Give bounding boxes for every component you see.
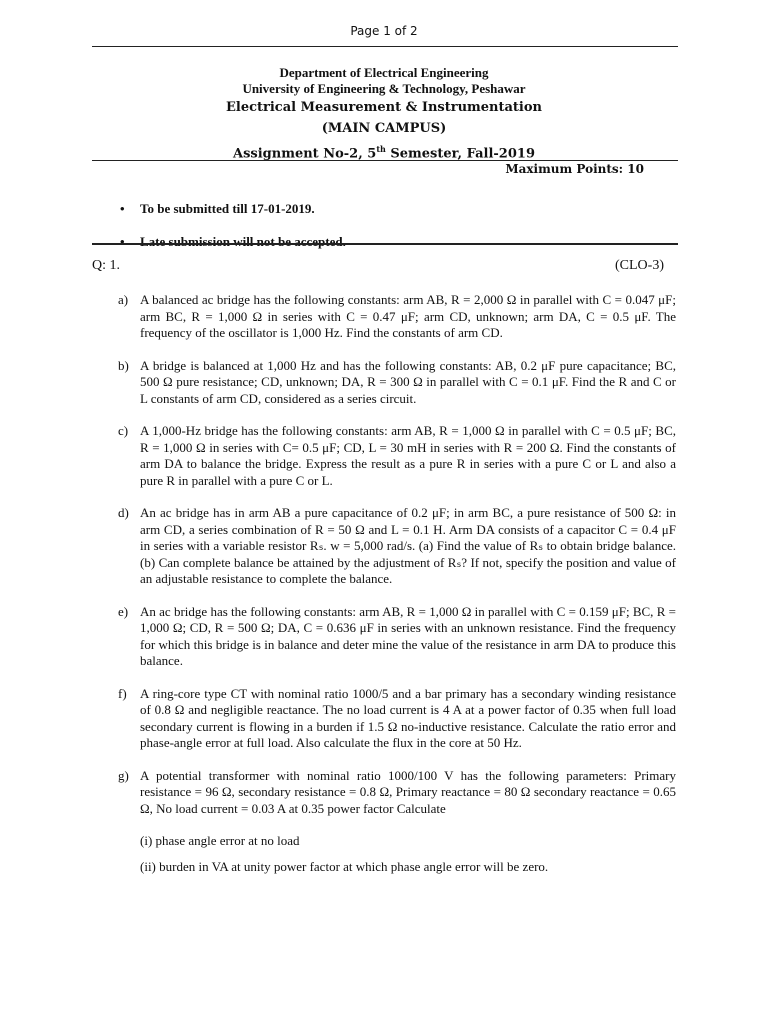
question-part — [118, 292, 676, 342]
question-part — [118, 423, 676, 489]
instruction-item — [120, 225, 680, 258]
sub-question: (ii) burden in VA at unity power factor at which phase angle error will be zero. — [140, 859, 549, 874]
max-points: Maximum Points: 10 — [505, 162, 644, 176]
clo-label: (CLO-3) — [615, 258, 664, 273]
document-header — [0, 65, 768, 164]
course-title: Electrical Measurement & Instrumentation — [225, 100, 542, 115]
part-letter: b) — [118, 357, 129, 373]
header-rule — [92, 160, 678, 161]
sub-question: (i) phase angle error at no load — [140, 833, 300, 848]
question-part — [118, 686, 676, 752]
part-text: A ring-core type CT with nominal ratio 1000/5 and a bar primary has a secondary winding resistance of 0.8 Ω and negligible reactance. The no load current is 4 A at a power factor of 0.35 when full load secondary current is flowing in a burden if 1.5 Ω no-inductive resistance. Calculate the ratio error and phase-angle error at full load. Also calculate the flux in the core at 50 Hz. — [140, 685, 676, 750]
part-text: A potential transformer with nominal ratio 1000/100 V has the following parameters: Primary resistance = 96 Ω, secondary resistance = 0.8 Ω, Primary reactance = 80 Ω secondary reactance = 0.65 Ω, No load current = 0.03 A at 0.35 power factor Calculate — [140, 767, 676, 816]
question-label: Q: 1. — [92, 258, 120, 273]
part-text: An ac bridge has in arm AB a pure capacitance of 0.2 μF; in arm BC, a pure resistance of 500 Ω: in arm CD, a series combination of R = 50 Ω and L = 0.1 H. Arm DA consists of a capacitor C = 0.4 μF in series with a variable resistor Rₛ. w = 5,000 rad/s. (a) Find the value of Rₛ to obtain bridge balance. (b) Can complete balance be attained by the adjustment of Rₛ? If not, specify the position and value of an adjustable resistance to complete the balance. — [140, 505, 676, 586]
part-text: A balanced ac bridge has the following constants: arm AB, R = 2,000 Ω in parallel with C = 0.047 μF; arm BC, R = 1,000 Ω in series with C = 0.47 μF; arm CD, unknown; arm DA, C = 0.5 μF. The frequency of the oscillator is 1,000 Hz. Find the constants of arm CD. — [140, 292, 676, 340]
campus-label: (MAIN CAMPUS) — [321, 121, 447, 136]
page-number: Page 1 of 2 — [350, 24, 418, 38]
instruction-text: Late submission will not be accepted. — [140, 233, 346, 249]
instruction-text: To be submitted till 17-01-2019. — [140, 200, 315, 216]
part-letter: a) — [118, 292, 129, 307]
question-heading — [92, 258, 664, 274]
department-name: Department of Electrical Engineering — [279, 65, 489, 80]
part-text: An ac bridge has the following constants: arm AB, R = 1,000 Ω in parallel with C = 0.159 μF; BC, R = 1,000 Ω; CD, R = 500 Ω; DA, C = 0.636 μF in series with an unknown resistance. Find the frequency for which this bridge is in balance and deter mine the value of the resistance in arm DA to produce this balance. — [140, 603, 676, 668]
assignment-sup: th — [376, 144, 386, 154]
part-text: A 1,000-Hz bridge has the following constants: arm AB, R = 1,000 Ω in parallel with C = 0.5 μF; BC, R = 1,000 Ω in series with C= 0.5 μF; CD, L = 30 mH in series with R = 200 Ω. Find the constants of arm DA to balance the bridge. Express the result as a pure R in series with a pure C or L and also a pure R in parallel with a pure C or L. — [140, 423, 676, 488]
question-part — [118, 358, 676, 408]
assignment-suffix: Semester, Fall-2019 — [385, 146, 535, 162]
question-part — [118, 505, 676, 588]
question-parts — [118, 292, 676, 875]
assignment-prefix: Assignment No-2, 5 — [233, 146, 377, 162]
instruction-item — [120, 192, 680, 225]
part-text: A bridge is balanced at 1,000 Hz and has the following constants: AB, 0.2 μF pure capacitance; BC, 500 Ω pure resistance; CD, unknown; DA, R = 300 Ω in parallel with C = 0.1 μF. Find the R and C or L constants of arm CD, considered as a series circuit. — [140, 357, 676, 406]
question-part — [118, 604, 676, 670]
instructions-list — [120, 192, 680, 258]
bullet-icon: • — [120, 200, 125, 216]
question-part — [118, 768, 676, 818]
part-letter: f) — [118, 685, 127, 701]
top-rule — [92, 46, 678, 47]
bullet-icon: • — [120, 233, 125, 249]
part-letter: d) — [118, 505, 129, 520]
part-letter: e) — [118, 603, 129, 619]
instructions-rule — [92, 243, 678, 245]
part-letter: g) — [118, 767, 129, 783]
part-letter: c) — [118, 423, 129, 438]
university-name: University of Engineering & Technology, Peshawar — [242, 81, 526, 96]
